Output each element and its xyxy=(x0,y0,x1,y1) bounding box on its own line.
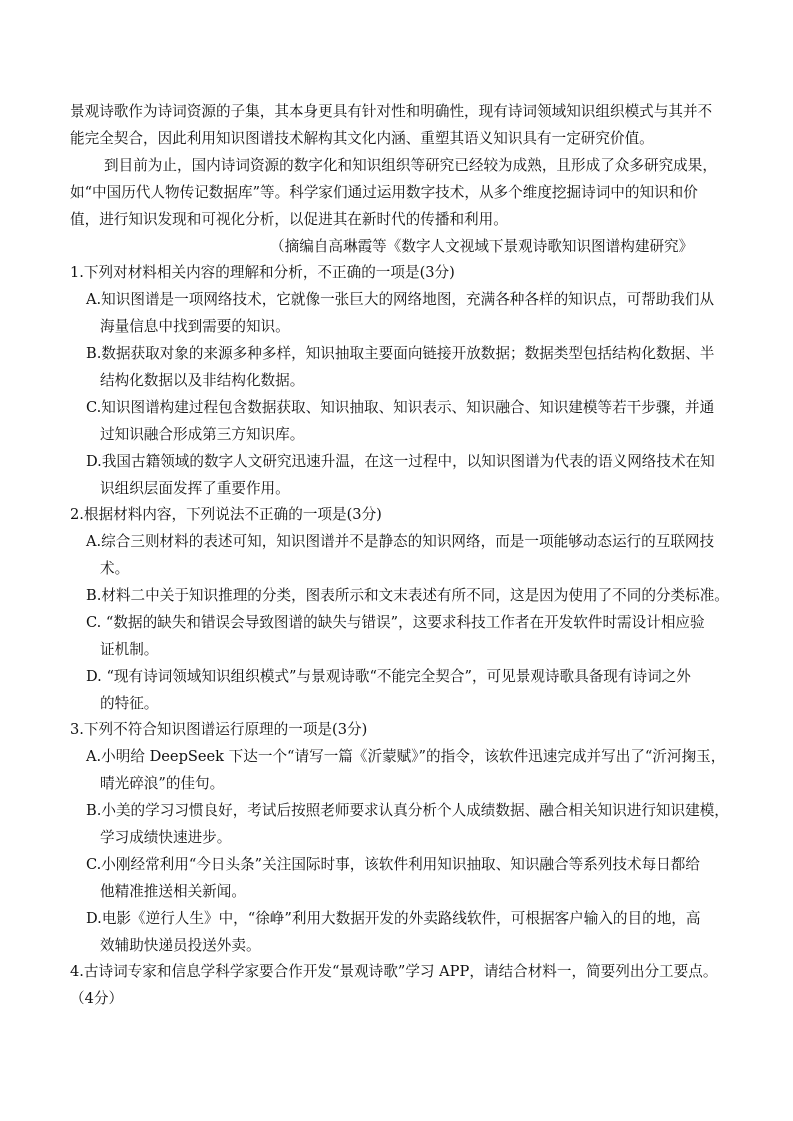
question-4-stem-line2: （4分） xyxy=(70,990,124,1007)
question-2-option-a-line1: A.综合三则材料的表述可知，知识图谱并不是静态的知识网络，而是一项能够动态运行的互联网技 xyxy=(86,533,715,550)
question-3-option-c-line1: C.小刚经常利用“今日头条”关注国际时事，该软件利用知识抽取、知识融合等系列技术每日都给 xyxy=(86,856,700,873)
question-2-option-b-line1: B.材料二中关于知识推理的分类，图表所示和文末表述有所不同，这是因为使用了不同的分类标准。 xyxy=(86,587,729,604)
question-3-option-a-line1: A.小明给 DeepSeek 下达一个“请写一篇《沂蒙赋》”的指令，该软件迅速完成并写出了“沂河掬玉， xyxy=(86,748,726,765)
question-1-option-b-line1: B.数据获取对象的来源多种多样，知识抽取主要面向链接开放数据；数据类型包括结构化数据、半 xyxy=(86,345,715,362)
question-2-option-d-line1: D. “现有诗词领域知识组织模式”与景观诗歌“不能完全契合”，可见景观诗歌具备现有诗词之外 xyxy=(86,668,691,685)
question-2-stem: 2.根据材料内容，下列说法不正确的一项是(3分) xyxy=(70,506,382,523)
question-3-option-c-line2: 他精准推送相关新闻。 xyxy=(100,883,246,900)
question-2-option-c-line1: C. “数据的缺失和错误会导致图谱的缺失与错误”，这要求科技工作者在开发软件时需设计相应验 xyxy=(86,614,705,631)
question-3-option-a-line2: 晴光碎浪”的佳句。 xyxy=(100,775,225,792)
question-2-option-a-line2: 术。 xyxy=(100,560,130,577)
question-1-option-d-line1: D.我国古籍领域的数字人文研究迅速升温，在这一过程中，以知识图谱为代表的语义网络技术在知 xyxy=(86,453,715,470)
question-1-stem: 1.下列对材料相关内容的理解和分析，不正确的一项是(3分) xyxy=(70,264,455,281)
question-2-option-c-line2: 证机制。 xyxy=(100,641,159,658)
question-2-option-d-line2: 的特征。 xyxy=(100,695,159,712)
passage-p1-line2: 能完全契合，因此利用知识图谱技术解构其文化内涵、重塑其语义知识具有一定研究价值。 xyxy=(70,130,654,147)
question-3-option-b-line2: 学习成绩快速进步。 xyxy=(100,829,232,846)
passage-p2-line3: 值，进行知识发现和可视化分析，以促进其在新时代的传播和利用。 xyxy=(70,211,508,228)
question-3-stem: 3.下列不符合知识图谱运行原理的一项是(3分) xyxy=(70,721,368,738)
question-1-option-c-line1: C.知识图谱构建过程包含数据获取、知识抽取、知识表示、知识融合、知识建模等若干步骤，并通 xyxy=(86,399,715,416)
question-1-option-a-line1: A.知识图谱是一项网络技术，它就像一张巨大的网络地图，充满各种各样的知识点，可帮助我们从 xyxy=(86,291,715,308)
passage-p2-line2: 如“中国历代人物传记数据库”等。科学家们通过运用数字技术，从多个维度挖掘诗词中的知识和价 xyxy=(70,184,698,201)
question-4-stem-line1: 4.古诗词专家和信息学科学家要合作开发“景观诗歌”学习 APP，请结合材料一，简要列出分工要点。 xyxy=(70,963,718,980)
question-1-option-c-line2: 过知识融合形成第三方知识库。 xyxy=(100,426,305,443)
question-1-option-d-line2: 识组织层面发挥了重要作用。 xyxy=(100,480,290,497)
question-3-option-b-line1: B.小美的学习习惯良好，考试后按照老师要求认真分析个人成绩数据、融合相关知识进行知识建模， xyxy=(86,802,729,819)
question-1-option-b-line2: 结构化数据以及非结构化数据。 xyxy=(100,372,305,389)
passage-p1-line1: 景观诗歌作为诗词资源的子集，其本身更具有针对性和明确性，现有诗词领域知识组织模式与其并不 xyxy=(70,103,713,120)
question-3-option-d-line1: D.电影《逆行人生》中，“徐峥”利用大数据开发的外卖路线软件，可根据客户输入的目的地，高 xyxy=(86,910,701,927)
passage-p2-line1: 到目前为止，国内诗词资源的数字化和知识组织等研究已经较为成熟，且形成了众多研究成果， xyxy=(104,157,717,174)
passage-source: （摘编自高琳霞等《数字人文视域下景观诗歌知识图谱构建研究》 xyxy=(270,238,694,255)
question-1-option-a-line2: 海量信息中找到需要的知识。 xyxy=(100,318,290,335)
question-3-option-d-line2: 效辅助快递员投送外卖。 xyxy=(100,937,261,954)
